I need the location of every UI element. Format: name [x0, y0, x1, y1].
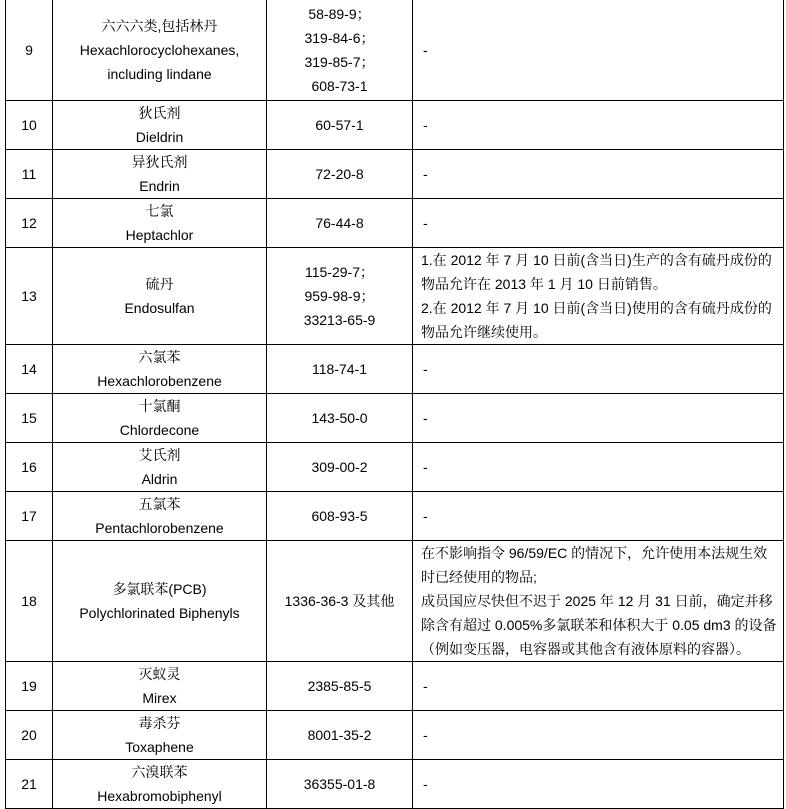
substance-chinese-name: 多氯联苯(PCB) [112, 581, 207, 597]
substance-english-name: Chlordecone [119, 422, 200, 438]
row-number: 14 [6, 345, 53, 394]
restriction-note: - [423, 727, 428, 743]
restriction-note: - [423, 361, 428, 377]
substance-chinese-name: 异狄氏剂 [131, 154, 188, 170]
restriction-note: 在不影响指令 96/59/EC 的情况下，允许使用本法规生效时已经使用的物品; [421, 545, 768, 585]
restriction-note: 成员国应尽快但不迟于 2025 年 12 月 31 日前，确定并移除含有超过 0.005%多氯联苯和体积大于 0.05 dm3 的设备（例如变压器，电容器或其他含有液体原料的容器）。 [421, 593, 777, 657]
cas-number: 115-29-7； [304, 264, 374, 280]
substance-chinese-name: 六氯苯 [138, 349, 181, 365]
restriction-note: - [423, 117, 428, 133]
substance-name-cell [53, 711, 267, 760]
row-number: 21 [6, 760, 53, 809]
cas-number: 608-73-1 [311, 78, 368, 94]
cas-number-cell [267, 150, 413, 199]
substance-english-name: Pentachlorobenzene [95, 520, 224, 536]
restriction-note-cell [413, 150, 784, 199]
cas-number-cell [267, 541, 413, 662]
restriction-note-cell [413, 345, 784, 394]
row-number: 11 [6, 150, 53, 199]
restriction-note-cell [413, 711, 784, 760]
restriction-note-cell [413, 0, 784, 101]
restriction-note: - [423, 776, 428, 792]
restriction-note-cell [413, 492, 784, 541]
row-number: 16 [6, 443, 53, 492]
substance-name-cell [53, 492, 267, 541]
cas-number: 76-44-8 [315, 215, 364, 231]
restriction-note: - [423, 166, 428, 182]
substance-chinese-name: 灭蚁灵 [138, 666, 181, 682]
substance-name-cell [53, 150, 267, 199]
cas-number-cell [267, 0, 413, 101]
cas-number-cell [267, 199, 413, 248]
restriction-note: - [423, 215, 428, 231]
cas-number: 60-57-1 [315, 117, 364, 133]
restriction-note: - [423, 459, 428, 475]
restriction-note-cell [413, 248, 784, 345]
substance-chinese-name: 毒杀芬 [138, 715, 181, 731]
substance-chinese-name: 艾氏剂 [138, 447, 181, 463]
restriction-note: - [423, 410, 428, 426]
restriction-note-cell [413, 760, 784, 809]
cas-number: 319-85-7； [304, 54, 375, 70]
table-row [6, 394, 784, 443]
substance-english-name: Endosulfan [124, 300, 195, 316]
substance-english-name: Aldrin [141, 471, 178, 487]
substance-chinese-name: 狄氏剂 [138, 105, 181, 121]
restriction-note: - [423, 678, 428, 694]
substance-english-name: Dieldrin [135, 129, 184, 145]
cas-number: 319-84-6； [304, 30, 375, 46]
table-row [6, 760, 784, 809]
substance-english-name: Endrin [139, 178, 180, 194]
table-row [6, 345, 784, 394]
cas-number: 143-50-0 [311, 410, 368, 426]
table-row [6, 0, 784, 101]
cas-number: 36355-01-8 [303, 776, 376, 792]
table-row [6, 101, 784, 150]
substance-name-cell [53, 394, 267, 443]
table-row [6, 492, 784, 541]
substance-english-name: Hexachlorobenzene [97, 373, 222, 389]
substance-name-cell [53, 248, 267, 345]
substance-chinese-name: 十氯酮 [138, 398, 181, 414]
row-number: 12 [6, 199, 53, 248]
row-number: 10 [6, 101, 53, 150]
row-number: 17 [6, 492, 53, 541]
table-row [6, 199, 784, 248]
substance-english-name: Polychlorinated Biphenyls [79, 605, 240, 621]
cas-number: 118-74-1 [311, 361, 367, 377]
table-row [6, 443, 784, 492]
row-number: 20 [6, 711, 53, 760]
cas-number-cell [267, 248, 413, 345]
substance-name-cell [53, 760, 267, 809]
restriction-note-cell [413, 199, 784, 248]
row-number: 9 [6, 0, 53, 101]
cas-number-cell [267, 492, 413, 541]
substance-english-name: Heptachlor [125, 227, 194, 243]
restriction-note-cell [413, 101, 784, 150]
substance-chinese-name: 六六六类,包括林丹 [101, 18, 218, 34]
substance-name-cell [53, 541, 267, 662]
table-row [6, 541, 784, 662]
substance-english-name: Mirex [142, 690, 177, 706]
substance-english-name: Toxaphene [125, 739, 194, 755]
cas-number: 58-89-9； [308, 6, 371, 22]
restriction-note: 1.在 2012 年 7 月 10 日前(含当日)生产的含有硫丹成份的物品允许在 2013 年 1 月 10 日前销售。 [421, 252, 772, 292]
table-row [6, 150, 784, 199]
restriction-note: 2.在 2012 年 7 月 10 日前(含当日)使用的含有硫丹成份的物品允许继续使用。 [421, 300, 772, 340]
table-row [6, 248, 784, 345]
cas-number: 608-93-5 [311, 508, 368, 524]
substance-name-cell [53, 443, 267, 492]
row-number: 18 [6, 541, 53, 662]
substance-chinese-name: 七氯 [145, 203, 174, 219]
cas-number-cell [267, 345, 413, 394]
table-row [6, 711, 784, 760]
restriction-note-cell [413, 662, 784, 711]
cas-number-cell [267, 443, 413, 492]
row-number: 15 [6, 394, 53, 443]
substance-table [5, 0, 784, 809]
restriction-note: - [423, 42, 428, 58]
cas-number: 72-20-8 [315, 166, 364, 182]
substance-english-name: Hexabromobiphenyl [97, 788, 222, 804]
row-number: 19 [6, 662, 53, 711]
cas-number: 1336-36-3 及其他 [284, 593, 395, 609]
restriction-note-cell [413, 541, 784, 662]
restriction-note: - [423, 508, 428, 524]
cas-number-cell [267, 760, 413, 809]
substance-chinese-name: 六溴联苯 [131, 764, 188, 780]
cas-number-cell [267, 394, 413, 443]
substance-name-cell [53, 0, 267, 101]
restriction-note-cell [413, 394, 784, 443]
restriction-note-cell [413, 443, 784, 492]
substance-chinese-name: 五氯苯 [138, 496, 181, 512]
substance-name-cell [53, 101, 267, 150]
substance-english-name: including lindane [107, 66, 212, 82]
cas-number: 309-00-2 [311, 459, 368, 475]
table-body [6, 0, 784, 809]
table-row [6, 662, 784, 711]
cas-number: 8001-35-2 [307, 727, 372, 743]
substance-chinese-name: 硫丹 [145, 276, 174, 292]
cas-number: 959-98-9； [304, 288, 375, 304]
substance-english-name: Hexachlorocyclohexanes, [79, 42, 240, 58]
cas-number-cell [267, 101, 413, 150]
substance-name-cell [53, 345, 267, 394]
substance-name-cell [53, 199, 267, 248]
substance-name-cell [53, 662, 267, 711]
cas-number: 33213-65-9 [303, 312, 376, 328]
cas-number: 2385-85-5 [307, 678, 372, 694]
cas-number-cell [267, 711, 413, 760]
cas-number-cell [267, 662, 413, 711]
row-number: 13 [6, 248, 53, 345]
